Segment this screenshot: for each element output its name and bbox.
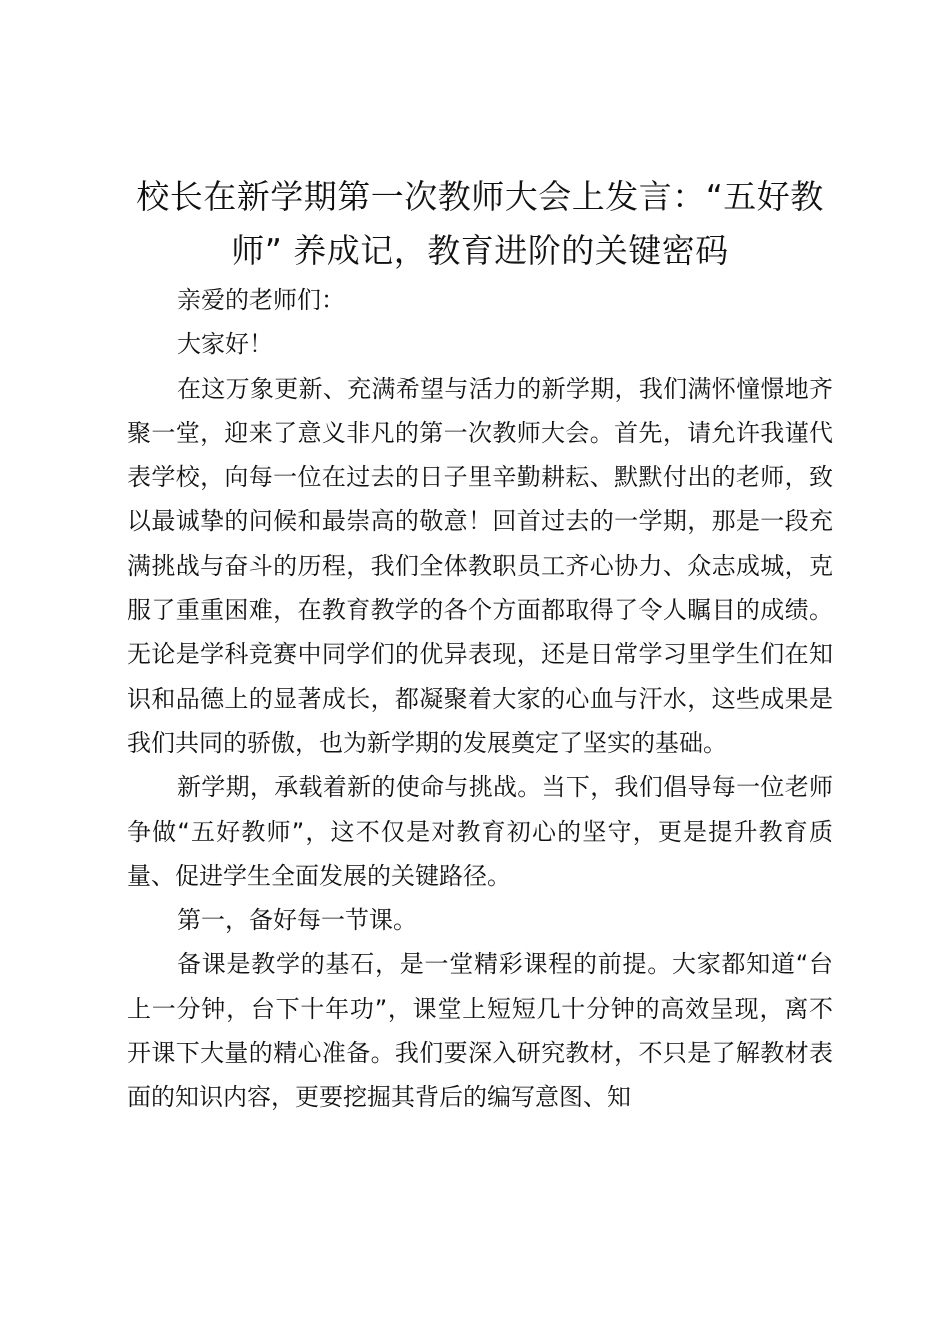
document-body	[127, 278, 833, 1120]
paragraph-opening: 在这万象更新、充满希望与活力的新学期，我们满怀憧憬地齐聚一堂，迎来了意义非凡的第一次教师大会。首先，请允许我谨代表学校，向每一位在过去的日子里辛勤耕耘、默默付出的老师，致以最诚挚的问候和最崇高的敬意！回首过去的一学期，那是一段充满挑战与奋斗的历程，我们全体教职员工齐心协力、众志成城，克服了重重困难，在教育教学的各个方面都取得了令人瞩目的成绩。无论是学科竞赛中同学们的优异表现，还是日常学习里学生们在知识和品德上的显著成长，都凝聚着大家的心血与汗水，这些成果是我们共同的骄傲，也为新学期的发展奠定了坚实的基础。	[127, 374, 833, 757]
document-title: 校长在新学期第一次教师大会上发言：“五好教师” 养成记，教育进阶的关键密码	[136, 177, 824, 270]
paragraph-lesson-preparation: 备课是教学的基石，是一堂精彩课程的前提。大家都知道“台上一分钟，台下十年功”，课堂上短短几十分钟的高效呈现，离不开课下大量的精心准备。我们要深入研究教材，不只是了解教材表面的知识内容，更要挖掘其背后的编写意图、知	[127, 950, 833, 1112]
paragraph-greeting: 大家好！	[177, 330, 273, 359]
paragraph-salutation: 亲爱的老师们：	[177, 286, 345, 314]
paragraph-new-semester: 新学期，承载着新的使命与挑战。当下，我们倡导每一位老师争做“五好教师”，这不仅是对教育初心的坚守，更是提升教育质量、促进学生全面发展的关键路径。	[127, 773, 833, 890]
paragraph-point-one-heading: 第一，备好每一节课。	[177, 906, 417, 935]
